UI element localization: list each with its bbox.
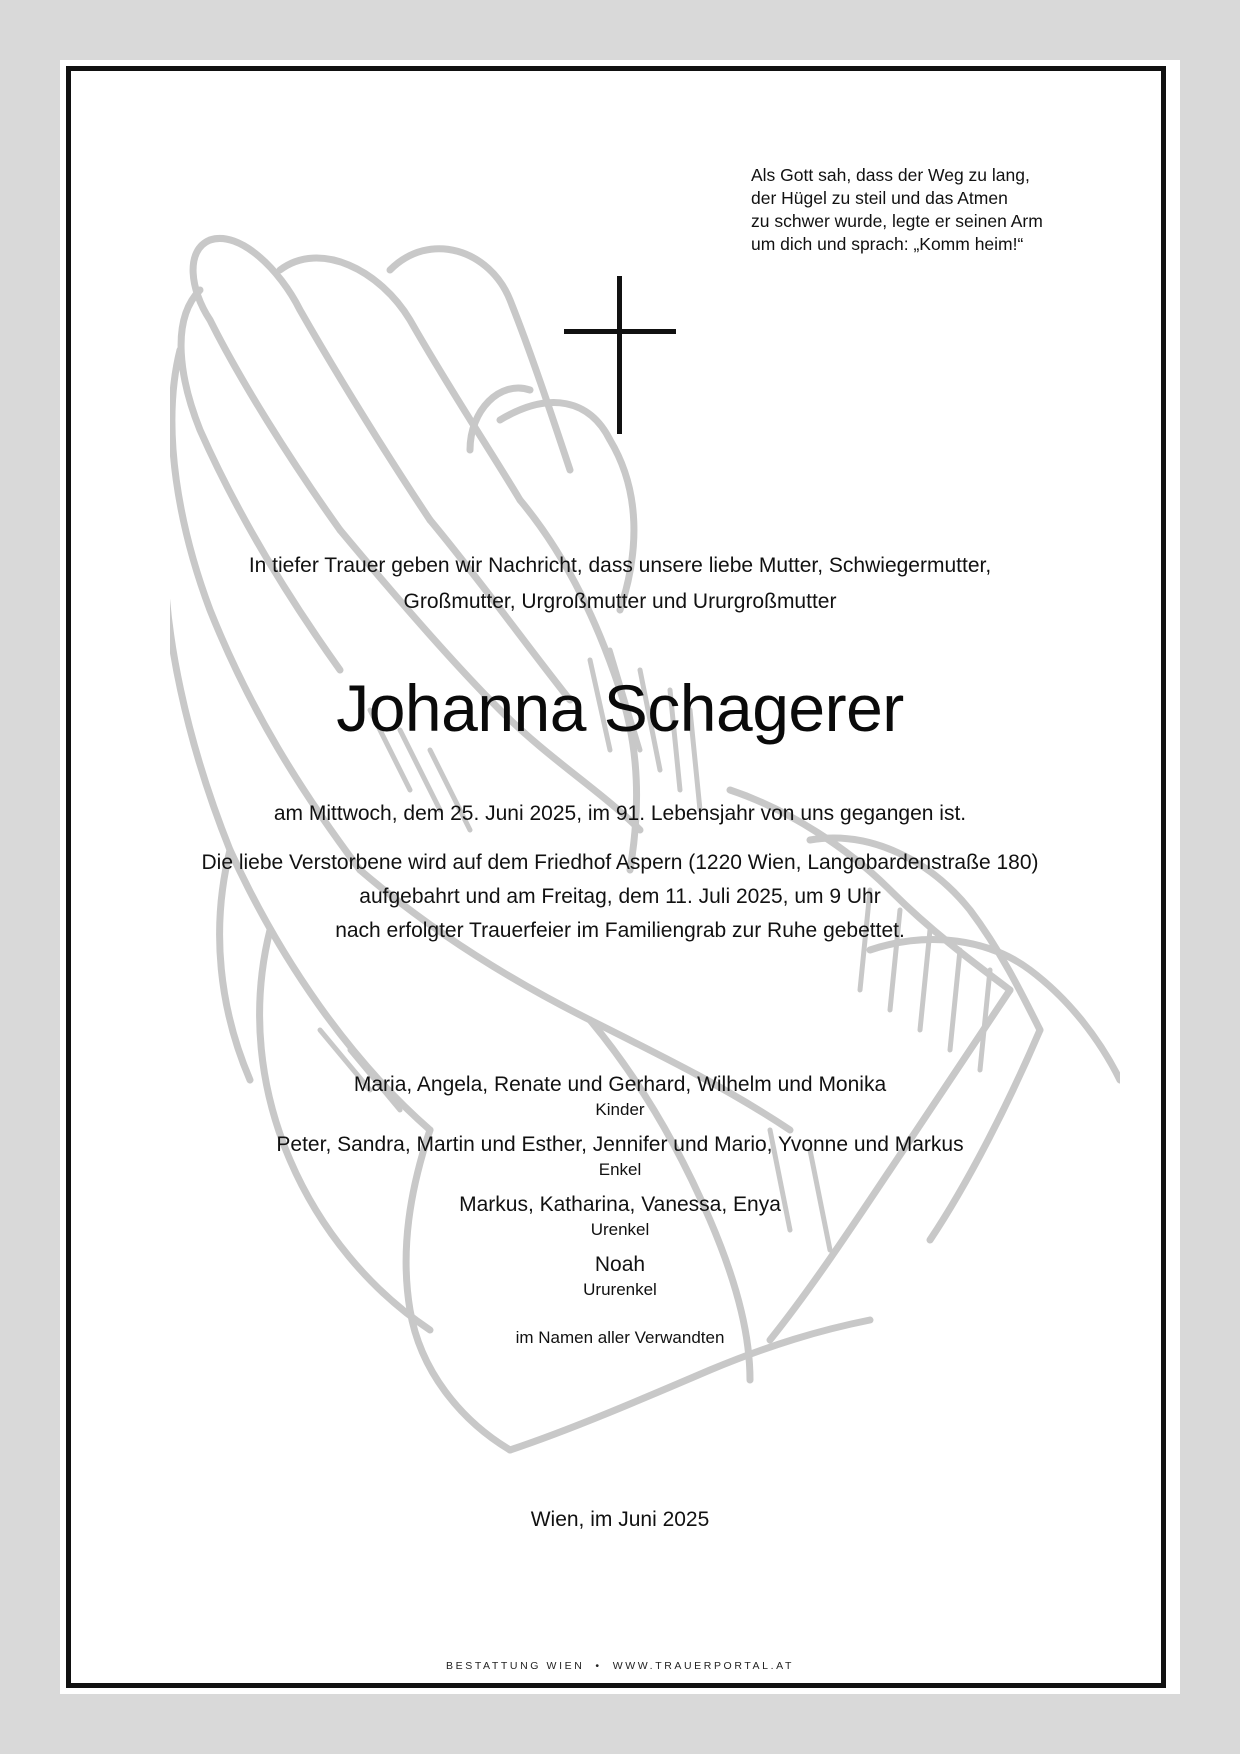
place-date: Wien, im Juni 2025 (530, 1508, 710, 1531)
family-names: Maria, Angela, Renate und Gerhard, Wilhelm und Monika (353, 1073, 887, 1096)
passing-text: am Mittwoch, dem 25. Juni 2025, im 91. Lebensjahr von uns gegangen ist. (273, 802, 967, 825)
deceased-name: Johanna Schagerer (336, 671, 904, 745)
poem-line: um dich und sprach: „Komm heim!“ (751, 234, 1024, 254)
family-group (66, 1070, 1174, 1120)
family-list (66, 1070, 1174, 1310)
family-relation: Enkel (598, 1160, 642, 1179)
funeral-line: nach erfolgter Trauerfeier im Familiengrab zur Ruhe gebettet. (335, 919, 905, 942)
funeral-line: Die liebe Verstorbene wird auf dem Friedhof Aspern (1220 Wien, Langobardenstraße 180) (201, 851, 1039, 874)
funeral-line: aufgebahrt und am Freitag, dem 11. Juli 2025, um 9 Uhr (359, 885, 881, 908)
family-names: Markus, Katharina, Vanessa, Enya (459, 1193, 781, 1216)
family-relation: Ururenkel (583, 1280, 657, 1299)
footer-credit: BESTATTUNG WIEN • WWW.TRAUERPORTAL.AT (446, 1660, 794, 1672)
announcement-line: Großmutter, Urgroßmutter und Ururgroßmutter (403, 590, 837, 613)
poem-line: zu schwer wurde, legte er seinen Arm (751, 211, 1043, 231)
poem-line: der Hügel zu steil und das Atmen (751, 188, 1008, 208)
family-group (66, 1130, 1174, 1180)
family-names: Peter, Sandra, Martin und Esther, Jennifer und Mario, Yvonne und Markus (276, 1133, 964, 1156)
family-relation: Urenkel (590, 1220, 650, 1239)
cross-icon (564, 276, 676, 434)
announcement-line: In tiefer Trauer geben wir Nachricht, dass unsere liebe Mutter, Schwiegermutter, (248, 554, 992, 577)
announcement (66, 548, 1174, 620)
family-group (66, 1250, 1174, 1300)
poem (751, 164, 1081, 256)
funeral-details (66, 846, 1174, 948)
poem-line: Als Gott sah, dass der Weg zu lang, (751, 165, 1030, 185)
family-names: Noah (594, 1253, 646, 1276)
family-relation: Kinder (595, 1100, 645, 1119)
family-group (66, 1190, 1174, 1240)
all-relatives: im Namen aller Verwandten (515, 1328, 725, 1347)
